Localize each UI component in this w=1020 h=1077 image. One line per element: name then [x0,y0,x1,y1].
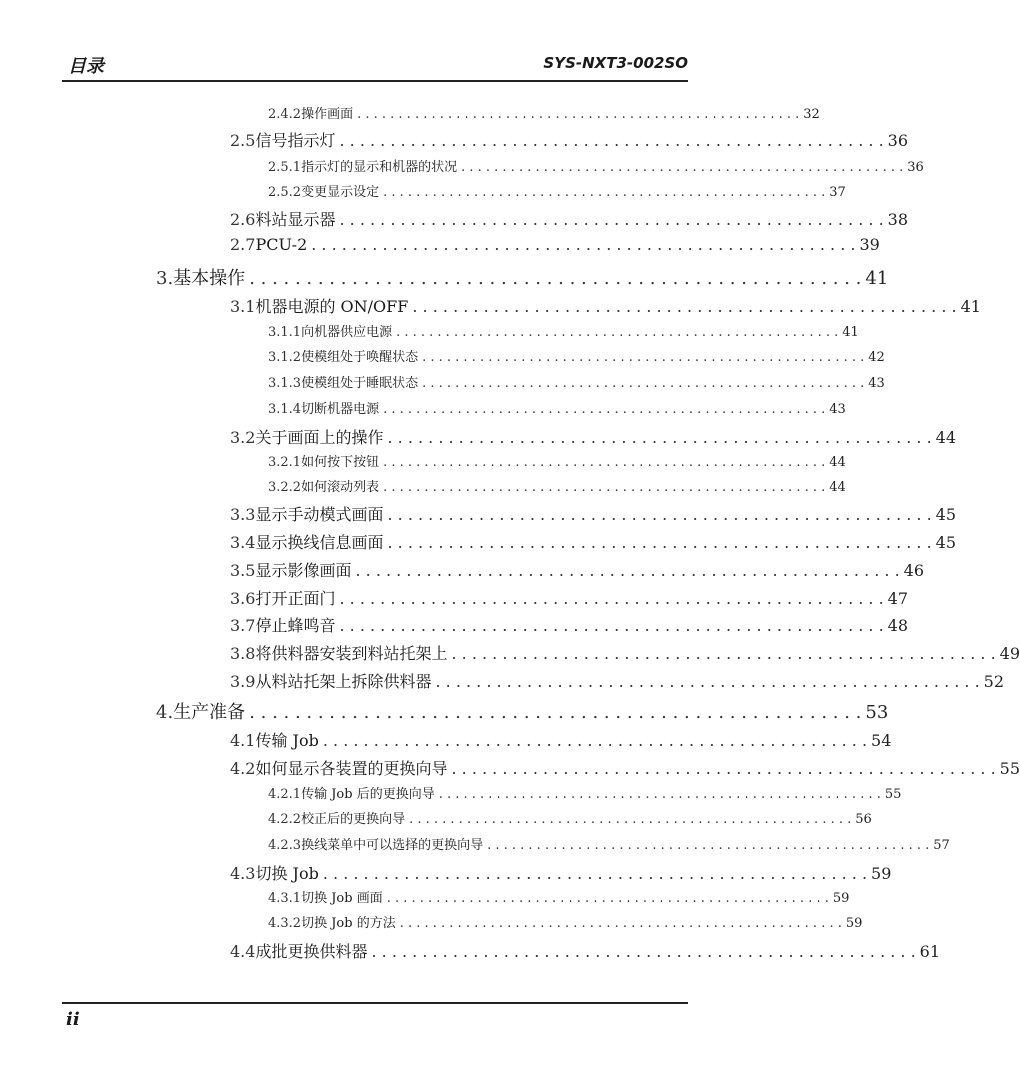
toc-entry[interactable] [230,294,981,317]
toc-entry[interactable] [268,372,885,391]
toc-entry-page: 36 [907,160,924,175]
toc-entry-title: 变更显示设定 [301,185,380,200]
toc-entry[interactable] [230,939,941,962]
toc-entry-number: 4.1 [230,731,256,750]
toc-entry-title: 停止蜂鸣音 [255,616,336,635]
toc-leader-dots: . . . . . . . . . . . . . . . . . . . . . . . . . . . . . . . . . . . . . . . . . . . . . . . . . . . . . . [451,759,996,778]
toc-entry-number: 2.7 [230,235,256,254]
toc-leader-dots: . . . . . . . . . . . . . . . . . . . . . . . . . . . . . . . . . . . . . . . . . . . . . . . . . . . . . . [387,428,932,447]
toc-leader-dots: . . . . . . . . . . . . . . . . . . . . . . . . . . . . . . . . . . . . . . . . . . . . . . . . . . . . . . [322,864,868,883]
toc-entry-number: 3.8 [230,644,256,663]
toc-entry-page: 57 [933,838,950,853]
toc-leader-dots: . . . . . . . . . . . . . . . . . . . . . . . . . . . . . . . . . . . . . . . . . . . . . . . . . . . . . . [339,131,884,150]
toc-entry-title: 料站显示器 [255,210,336,229]
toc-entry[interactable] [268,346,885,365]
toc-entry-page: 61 [919,942,941,961]
toc-entry-title: 校正后的更换向导 [301,812,406,827]
toc-entry-page: 49 [999,644,1020,663]
toc-entry-title: 传输 Job 后的更换向导 [301,787,435,802]
toc-entry-title: 显示手动模式画面 [255,505,384,524]
toc-entry-page: 59 [845,916,863,931]
toc-entry-page: 46 [903,561,925,580]
toc-entry-page: 55 [999,759,1020,778]
toc-entry-number: 4. [156,702,174,723]
toc-entry-title: 打开正面门 [255,589,336,608]
toc-entry-number: 3.3 [230,505,256,524]
toc-entry-title: 关于画面上的操作 [255,428,384,447]
toc-entry-title: 切换 Job [255,864,319,883]
toc-entry-page: 37 [829,185,846,200]
toc-entry[interactable] [156,264,889,290]
toc-entry-page: 48 [887,616,909,635]
toc-entry[interactable] [230,669,1005,692]
toc-entry-number: 3.1.1 [268,325,302,340]
toc-entry-title: 操作画面 [301,107,354,122]
toc-leader-dots: . . . . . . . . . . . . . . . . . . . . . . . . . . . . . . . . . . . . . . . . . . . . . . . . . . . . . . [409,812,852,827]
toc-leader-dots: . . . . . . . . . . . . . . . . . . . . . . . . . . . . . . . . . . . . . . . . . . . . . . . . . . . . . . [399,916,842,931]
toc-entry-number: 3.2.2 [268,480,302,495]
toc-entry[interactable] [268,398,846,417]
toc-entry-number: 2.4.2 [268,107,302,122]
toc-entry-title: 基本操作 [173,268,246,289]
toc-leader-dots: . . . . . . . . . . . . . . . . . . . . . . . . . . . . . . . . . . . . . . . . . . . . . . . . . . . . . . [339,589,884,608]
toc-entry[interactable] [268,156,924,175]
toc-leader-dots: . . . . . . . . . . . . . . . . . . . . . . . . . . . . . . . . . . . . . . . . . . . . . . . . . . . . . . [487,838,930,853]
toc-entry[interactable] [268,451,846,470]
toc-leader-dots: . . . . . . . . . . . . . . . . . . . . . . . . . . . . . . . . . . . . . . . . . . . . . . . . . . . . . . [383,480,826,495]
toc-entry[interactable] [230,558,925,581]
toc-leader-dots: . . . . . . . . . . . . . . . . . . . . . . . . . . . . . . . . . . . . . . . . . . . . . . . . . . . . . . [435,672,980,691]
toc-leader-dots: . . . . . . . . . . . . . . . . . . . . . . . . . . . . . . . . . . . . . . . . . . . . . . . . . . . . . . [386,891,829,906]
toc-entry-number: 2.5.1 [268,160,302,175]
toc-entry-page: 42 [868,350,885,365]
toc-entry[interactable] [230,207,909,230]
toc-entry[interactable] [230,641,1020,664]
toc-entry-number: 4.2 [230,759,256,778]
toc-entry-page: 41 [842,325,859,340]
toc-entry-number: 4.2.1 [268,787,302,802]
toc-entry-title: 显示换线信息画面 [255,533,384,552]
toc-leader-dots: . . . . . . . . . . . . . . . . . . . . . . . . . . . . . . . . . . . . . . . . . . . . . . . . . . . . . . [339,210,884,229]
toc-entry-number: 3.7 [230,616,256,635]
toc-leader-dots: . . . . . . . . . . . . . . . . . . . . . . . . . . . . . . . . . . . . . . . . . . . . . . . . . . . . . . [311,235,856,254]
toc-leader-dots: . . . . . . . . . . . . . . . . . . . . . . . . . . . . . . . . . . . . . . . . . . . . . . . . . . . . . . [383,402,826,417]
toc-entry-title: 向机器供应电源 [301,325,393,340]
toc-entry-number: 3.2.1 [268,455,302,470]
toc-entry-page: 43 [868,376,885,391]
toc-entry[interactable] [230,502,957,525]
toc-entry-title: 使模组处于唤醒状态 [301,350,419,365]
toc-entry[interactable] [268,912,863,931]
toc-entry[interactable] [230,728,892,751]
toc-entry-page: 38 [887,210,909,229]
toc-entry-title: 生产准备 [173,702,246,723]
toc-leader-dots: . . . . . . . . . . . . . . . . . . . . . . . . . . . . . . . . . . . . . . . . . . . . . . . . . . . . . . [249,268,862,289]
toc-entry-page: 45 [935,533,957,552]
toc-entry-title: 显示影像画面 [255,561,352,580]
toc-entry-page: 47 [887,589,909,608]
toc-entry[interactable] [156,698,889,724]
toc-leader-dots: . . . . . . . . . . . . . . . . . . . . . . . . . . . . . . . . . . . . . . . . . . . . . . . . . . . . . . [412,297,957,316]
toc-leader-dots: . . . . . . . . . . . . . . . . . . . . . . . . . . . . . . . . . . . . . . . . . . . . . . . . . . . . . . [371,942,916,961]
toc-entry-title: 使模组处于睡眠状态 [301,376,419,391]
toc-entry-page: 59 [871,864,892,883]
toc-entry-number: 2.6 [230,210,256,229]
toc-entry-number: 4.3 [230,864,256,883]
toc-entry-page: 32 [803,107,820,122]
toc-entry-title: 换线菜单中可以选择的更换向导 [301,838,484,853]
toc-leader-dots: . . . . . . . . . . . . . . . . . . . . . . . . . . . . . . . . . . . . . . . . . . . . . . . . . . . . . . [383,455,826,470]
toc-entry-number: 3.9 [230,672,256,691]
toc-entry-page: 45 [935,505,957,524]
toc-entry-title: 如何滚动列表 [301,480,380,495]
toc-leader-dots: . . . . . . . . . . . . . . . . . . . . . . . . . . . . . . . . . . . . . . . . . . . . . . . . . . . . . . [322,731,868,750]
toc-entry-number: 3.4 [230,533,256,552]
toc-entry-title: 从料站托架上拆除供料器 [255,672,432,691]
toc-leader-dots: . . . . . . . . . . . . . . . . . . . . . . . . . . . . . . . . . . . . . . . . . . . . . . . . . . . . . . [355,561,900,580]
toc-entry-number: 3. [156,268,174,289]
footer-rule [62,1002,688,1004]
toc-leader-dots: . . . . . . . . . . . . . . . . . . . . . . . . . . . . . . . . . . . . . . . . . . . . . . . . . . . . . . [383,185,826,200]
toc-entry-title: 如何按下按钮 [301,455,380,470]
toc-entry-title: 机器电源的 ON/OFF [255,297,409,316]
toc-leader-dots: . . . . . . . . . . . . . . . . . . . . . . . . . . . . . . . . . . . . . . . . . . . . . . . . . . . . . . [387,533,932,552]
toc-entry[interactable] [230,756,1020,779]
toc-entry[interactable] [268,181,846,200]
toc-entry[interactable] [230,235,880,254]
toc-entry-number: 3.5 [230,561,256,580]
toc-leader-dots: . . . . . . . . . . . . . . . . . . . . . . . . . . . . . . . . . . . . . . . . . . . . . . . . . . . . . . [339,616,884,635]
toc-leader-dots: . . . . . . . . . . . . . . . . . . . . . . . . . . . . . . . . . . . . . . . . . . . . . . . . . . . . . . [249,702,862,723]
toc-leader-dots: . . . . . . . . . . . . . . . . . . . . . . . . . . . . . . . . . . . . . . . . . . . . . . . . . . . . . . [422,350,865,365]
toc-entry-number: 4.4 [230,942,256,961]
toc-entry-number: 3.1.4 [268,402,302,417]
toc-leader-dots: . . . . . . . . . . . . . . . . . . . . . . . . . . . . . . . . . . . . . . . . . . . . . . . . . . . . . . [357,107,800,122]
toc-entry-title: 切断机器电源 [301,402,380,417]
toc-entry-title: 成批更换供料器 [255,942,368,961]
toc-entry[interactable] [230,586,909,609]
toc-entry-page: 43 [829,402,846,417]
toc-entry-page: 41 [960,297,981,316]
toc-entry-number: 3.1 [230,297,256,316]
toc-entry-title: 如何显示各装置的更换向导 [255,759,448,778]
toc-entry[interactable] [230,613,909,636]
toc-leader-dots: . . . . . . . . . . . . . . . . . . . . . . . . . . . . . . . . . . . . . . . . . . . . . . . . . . . . . . [422,376,865,391]
toc-leader-dots: . . . . . . . . . . . . . . . . . . . . . . . . . . . . . . . . . . . . . . . . . . . . . . . . . . . . . . [387,505,932,524]
toc-entry-number: 2.5 [230,131,256,150]
toc-entry-page: 39 [859,235,880,254]
toc-entry-title: 切换 Job 画面 [301,891,383,906]
toc-entry-page: 56 [855,812,872,827]
toc-entry[interactable] [230,530,957,553]
toc-entry[interactable] [230,861,892,884]
toc-entry-title: PCU-2 [255,235,308,254]
toc-entry[interactable] [268,321,859,340]
header-section-title: 目录 [68,56,104,77]
toc-entry-page: 41 [865,268,889,289]
toc-entry-title: 信号指示灯 [255,131,336,150]
toc-entry-number: 4.2.3 [268,838,302,853]
toc-entry-page: 59 [832,891,850,906]
toc-leader-dots: . . . . . . . . . . . . . . . . . . . . . . . . . . . . . . . . . . . . . . . . . . . . . . . . . . . . . . [396,325,839,340]
toc-entry[interactable] [230,425,957,448]
toc-entry[interactable] [230,128,909,151]
toc-entry-title: 指示灯的显示和机器的状况 [301,160,458,175]
toc-entry-page: 44 [935,428,957,447]
toc-leader-dots: . . . . . . . . . . . . . . . . . . . . . . . . . . . . . . . . . . . . . . . . . . . . . . . . . . . . . . [438,787,881,802]
toc-entry-number: 3.1.2 [268,350,302,365]
toc-entry[interactable] [268,783,902,802]
toc-entry-number: 4.3.2 [268,916,302,931]
toc-entry[interactable] [268,476,846,495]
toc-entry-page: 44 [829,455,846,470]
toc-entry-number: 4.3.1 [268,891,302,906]
toc-entry-number: 3.6 [230,589,256,608]
toc-entry-title: 将供料器安装到料站托架上 [255,644,448,663]
toc-entry-page: 53 [865,702,889,723]
toc-entry[interactable] [268,887,850,906]
toc-entry-page: 52 [983,672,1005,691]
header-rule [62,80,688,82]
toc-entry-number: 2.5.2 [268,185,302,200]
toc-entry-page: 44 [829,480,846,495]
toc-entry-number: 3.1.3 [268,376,302,391]
toc-entry-page: 36 [887,131,909,150]
footer-page-number: ii [66,1009,80,1030]
toc-leader-dots: . . . . . . . . . . . . . . . . . . . . . . . . . . . . . . . . . . . . . . . . . . . . . . . . . . . . . . [451,644,996,663]
toc-entry[interactable] [268,808,872,827]
header-document-code: SYS-NXT3-002SO [543,54,688,72]
toc-entry[interactable] [268,834,950,853]
toc-entry[interactable] [268,103,820,122]
toc-entry-title: 切换 Job 的方法 [301,916,396,931]
toc-entry-title: 传输 Job [255,731,319,750]
toc-entry-number: 4.2.2 [268,812,302,827]
toc-entry-page: 54 [871,731,892,750]
toc-leader-dots: . . . . . . . . . . . . . . . . . . . . . . . . . . . . . . . . . . . . . . . . . . . . . . . . . . . . . . [461,160,904,175]
toc-entry-number: 3.2 [230,428,256,447]
toc-entry-page: 55 [884,787,902,802]
